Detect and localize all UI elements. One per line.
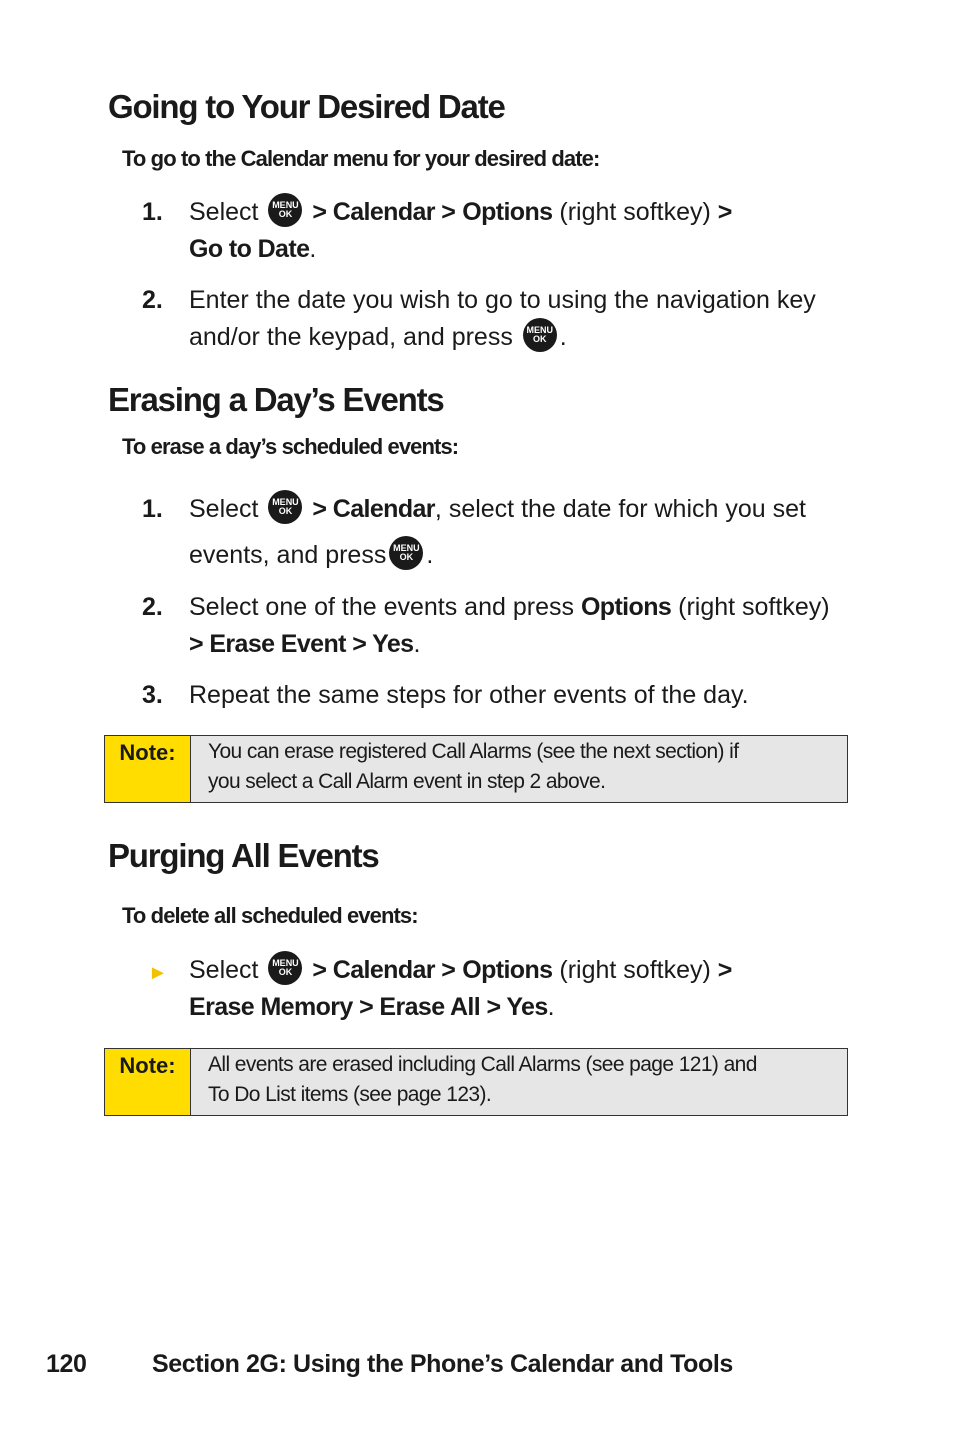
page-number: 120 — [46, 1350, 87, 1378]
menu-ok-key-icon: MENU OK — [268, 490, 302, 524]
menu-path: Options — [462, 198, 553, 226]
step-text: (right softkey) — [559, 956, 711, 984]
intro-purge: To delete all scheduled events: — [122, 903, 418, 928]
note-text: You can erase registered Call Alarms (see the next section) if you select a Call Alarm event in step 2 above. — [208, 740, 739, 793]
note-text: All events are erased including Call Alarms (see page 121) and To Do List items (see page 123). — [208, 1053, 757, 1106]
note-label: Note: — [105, 736, 191, 802]
step-text: and/or the keypad, and press — [189, 323, 513, 351]
menu-path: Options — [580, 593, 672, 621]
section-title-erase-day: Erasing a Day’s Events — [108, 381, 444, 418]
note-label: Note: — [105, 1049, 191, 1115]
menu-ok-key-icon: MENU OK — [268, 951, 302, 985]
menu-ok-key-icon: MENU OK — [389, 536, 423, 570]
arrow-bullet-icon: ► — [148, 962, 168, 984]
footer-section-title: Section 2G: Using the Phone’s Calendar and Tools — [152, 1350, 733, 1378]
step-text: (right softkey) — [559, 198, 711, 226]
step-number: 2. — [142, 593, 163, 621]
menu-path: Go to Date — [189, 235, 310, 263]
menu-path: > — [717, 956, 732, 984]
section-title-go-to-date: Going to Your Desired Date — [108, 88, 505, 125]
step-text: Select one of the events and press — [189, 593, 574, 621]
step-text: Select — [189, 956, 259, 984]
step-number: 3. — [142, 681, 163, 709]
step-text: Select — [189, 198, 259, 226]
step-text: (right softkey) — [678, 593, 830, 621]
note-box-erase — [104, 735, 848, 803]
section-title-purge: Purging All Events — [108, 837, 379, 874]
step-text: , select the date for which you set — [434, 495, 806, 523]
menu-ok-key-icon: MENU OK — [523, 318, 557, 352]
menu-path: > Calendar > — [312, 956, 456, 984]
step-text: Repeat the same steps for other events of the day. — [189, 681, 749, 709]
step-text: Enter the date you wish to go to using the navigation key — [189, 286, 816, 314]
menu-path: > Calendar — [312, 495, 435, 523]
step-number: 1. — [142, 495, 163, 523]
intro-erase-day: To erase a day’s scheduled events: — [122, 434, 459, 459]
menu-ok-key-icon: MENU OK — [268, 193, 302, 227]
menu-path: > Erase Event > Yes — [189, 630, 414, 658]
note-box-purge — [104, 1048, 848, 1116]
step-number: 1. — [142, 198, 163, 226]
menu-path: Erase Memory > Erase All > Yes — [189, 993, 548, 1021]
step-text: Select — [189, 495, 259, 523]
menu-path: > — [717, 198, 732, 226]
menu-path: > Calendar > — [312, 198, 456, 226]
step-number: 2. — [142, 286, 163, 314]
step-text: events, and press — [189, 541, 387, 569]
menu-path: Options — [462, 956, 553, 984]
intro-go-to-date: To go to the Calendar menu for your desired date: — [122, 146, 600, 171]
